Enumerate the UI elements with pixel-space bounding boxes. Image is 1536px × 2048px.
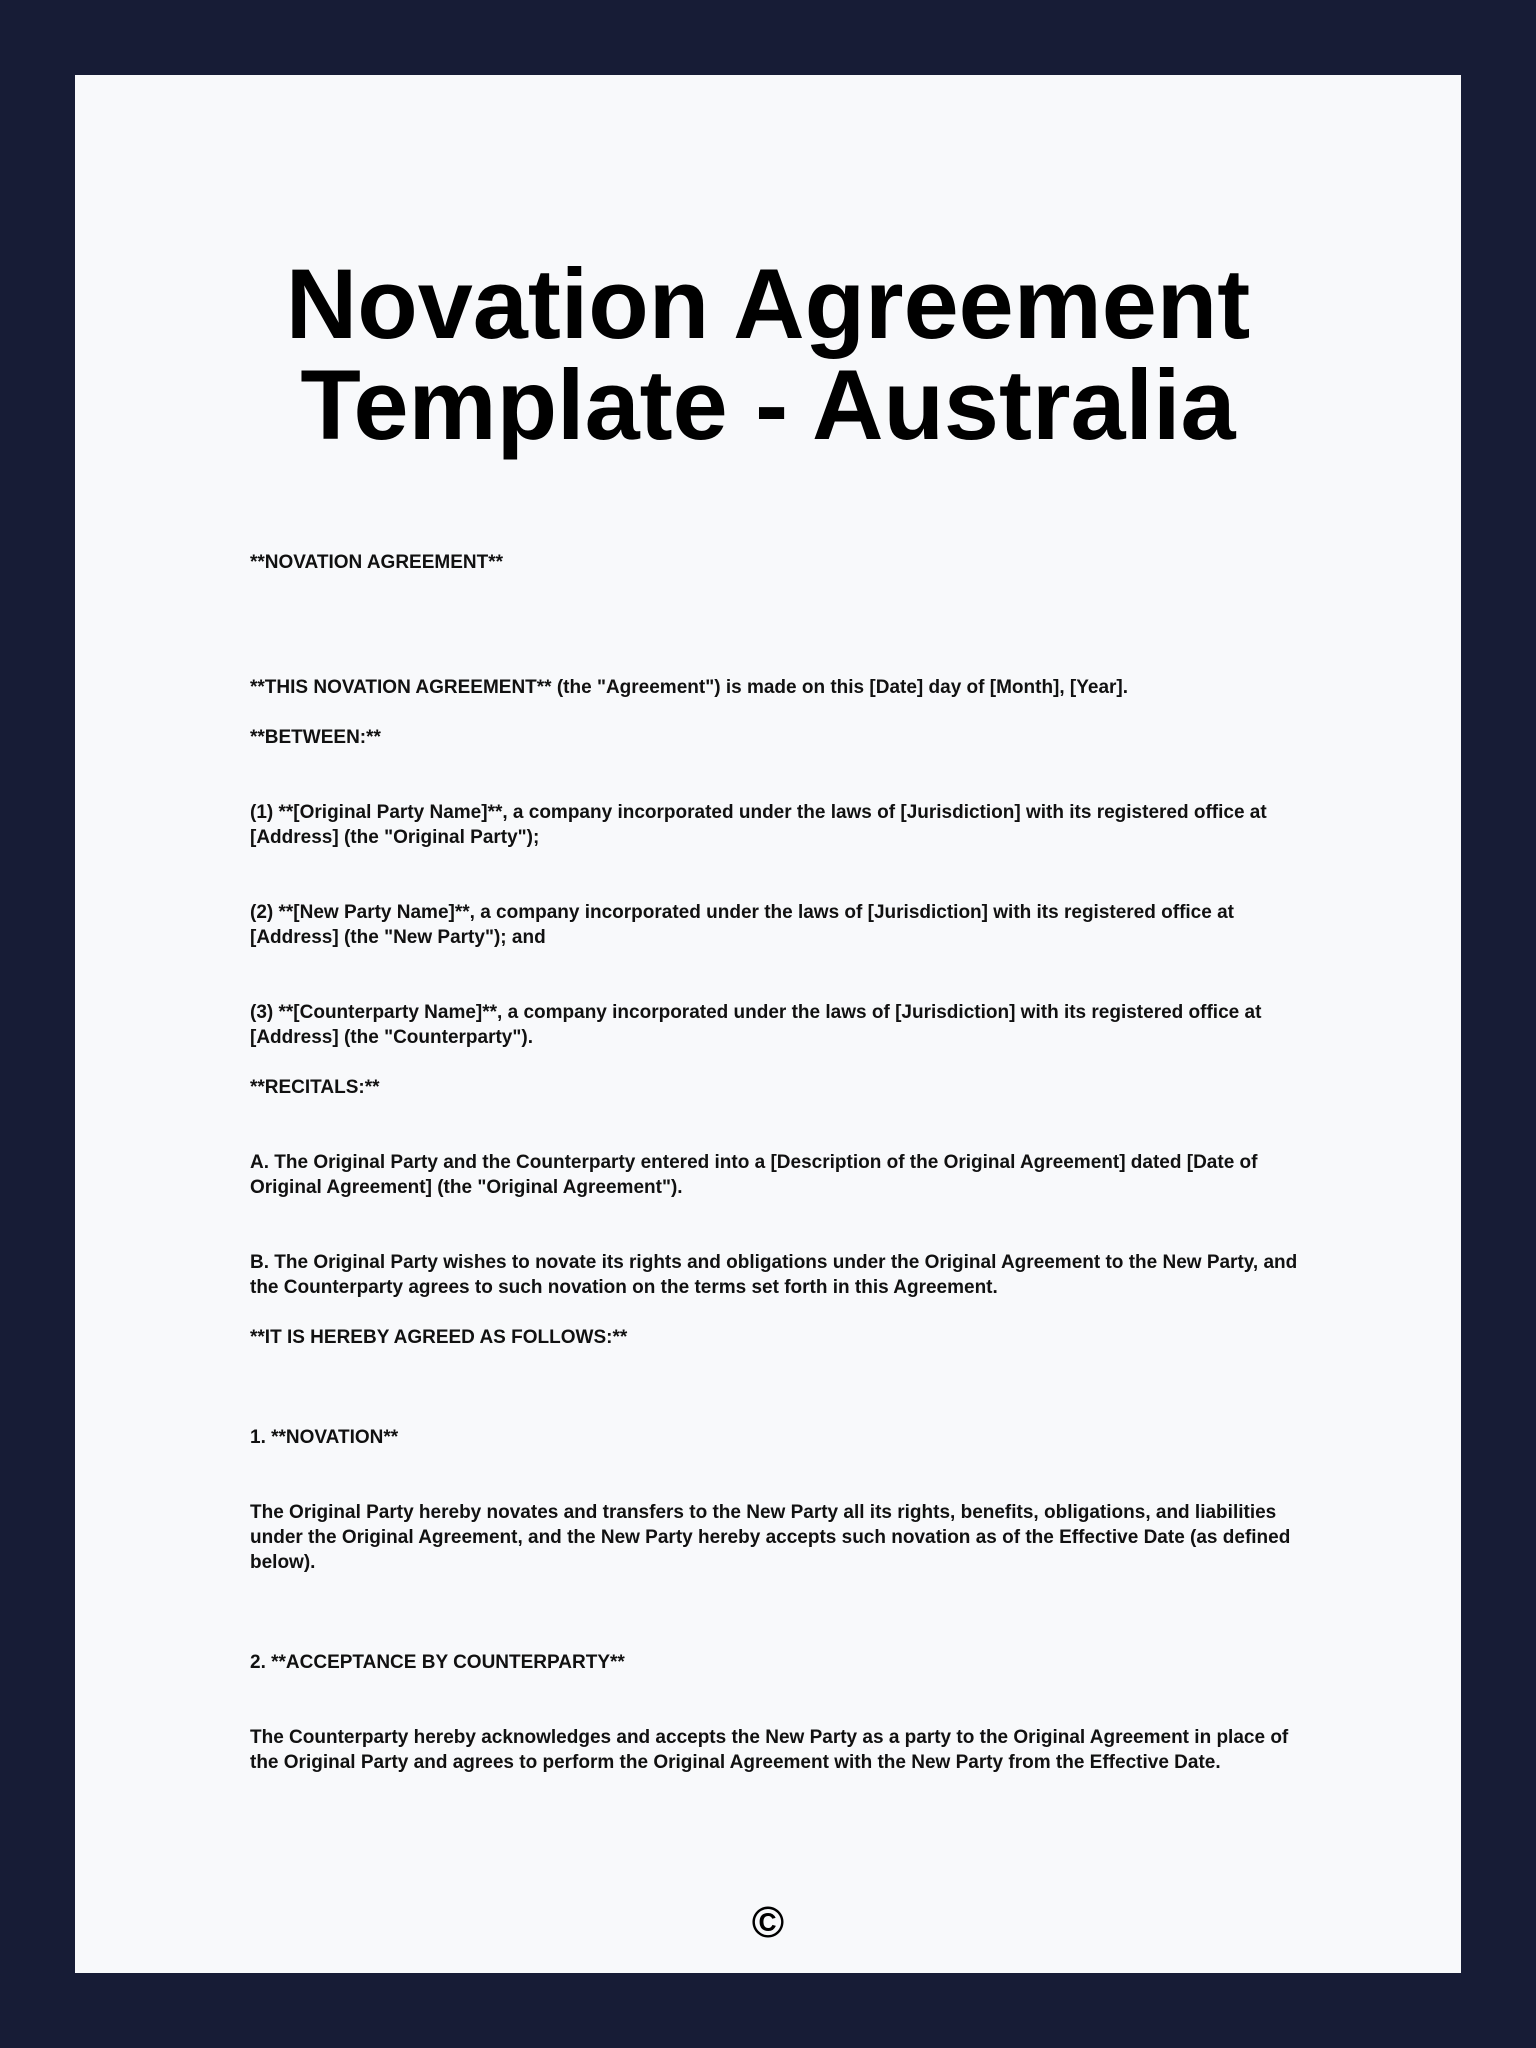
intro-paragraph: **THIS NOVATION AGREEMENT** (the "Agreement") is made on this [Date] day of [Month], [Year]. (250, 677, 1129, 698)
party-1-paragraph: (1) **[Original Party Name]**, a company incorporated under the laws of [Jurisdiction] with its registered office at [Address] (the "Original Party"); (250, 802, 1267, 848)
heading-section-1-novation: 1. **NOVATION** (250, 1427, 399, 1448)
heading-novation-agreement: **NOVATION AGREEMENT** (250, 552, 504, 573)
title-line-1: Novation Agreement (285, 248, 1251, 359)
section-2-paragraph: The Counterparty hereby acknowledges and accepts the New Party as a party to the Original Agreement in place of the Original Party and agrees to perform the Original Agreement with the New Party from the Effective Date. (250, 1727, 1289, 1773)
recital-b-paragraph: B. The Original Party wishes to novate its rights and obligations under the Original Agreement to the New Party, and the Counterparty agrees to such novation on the terms set forth in this Agreement. (250, 1252, 1298, 1298)
party-3-paragraph: (3) **[Counterparty Name]**, a company incorporated under the laws of [Jurisdiction] with its registered office at [Address] (the "Counterparty"). (250, 1002, 1262, 1048)
party-2-paragraph: (2) **[New Party Name]**, a company incorporated under the laws of [Jurisdiction] with its registered office at [Address] (the "New Party"); and (250, 902, 1234, 948)
copyright-icon: © (751, 1898, 785, 1947)
heading-agreed-as-follows: **IT IS HEREBY AGREED AS FOLLOWS:** (250, 1327, 628, 1348)
heading-recitals: **RECITALS:** (250, 1077, 380, 1098)
heading-section-2-acceptance: 2. **ACCEPTANCE BY COUNTERPARTY** (250, 1652, 625, 1673)
section-1-paragraph: The Original Party hereby novates and transfers to the New Party all its rights, benefits, obligations, and liabilities under the Original Agreement, and the New Party hereby accepts such novation as of the Effective Date (as defined below). (250, 1502, 1291, 1573)
document-title (75, 248, 1461, 460)
title-line-2: Template - Australia (300, 349, 1236, 460)
recital-a-paragraph: A. The Original Party and the Counterparty entered into a [Description of the Original Agreement] dated [Date of Original Agreement] (the "Original Agreement"). (250, 1152, 1258, 1198)
document-page (75, 75, 1461, 1973)
heading-between: **BETWEEN:** (250, 727, 381, 748)
